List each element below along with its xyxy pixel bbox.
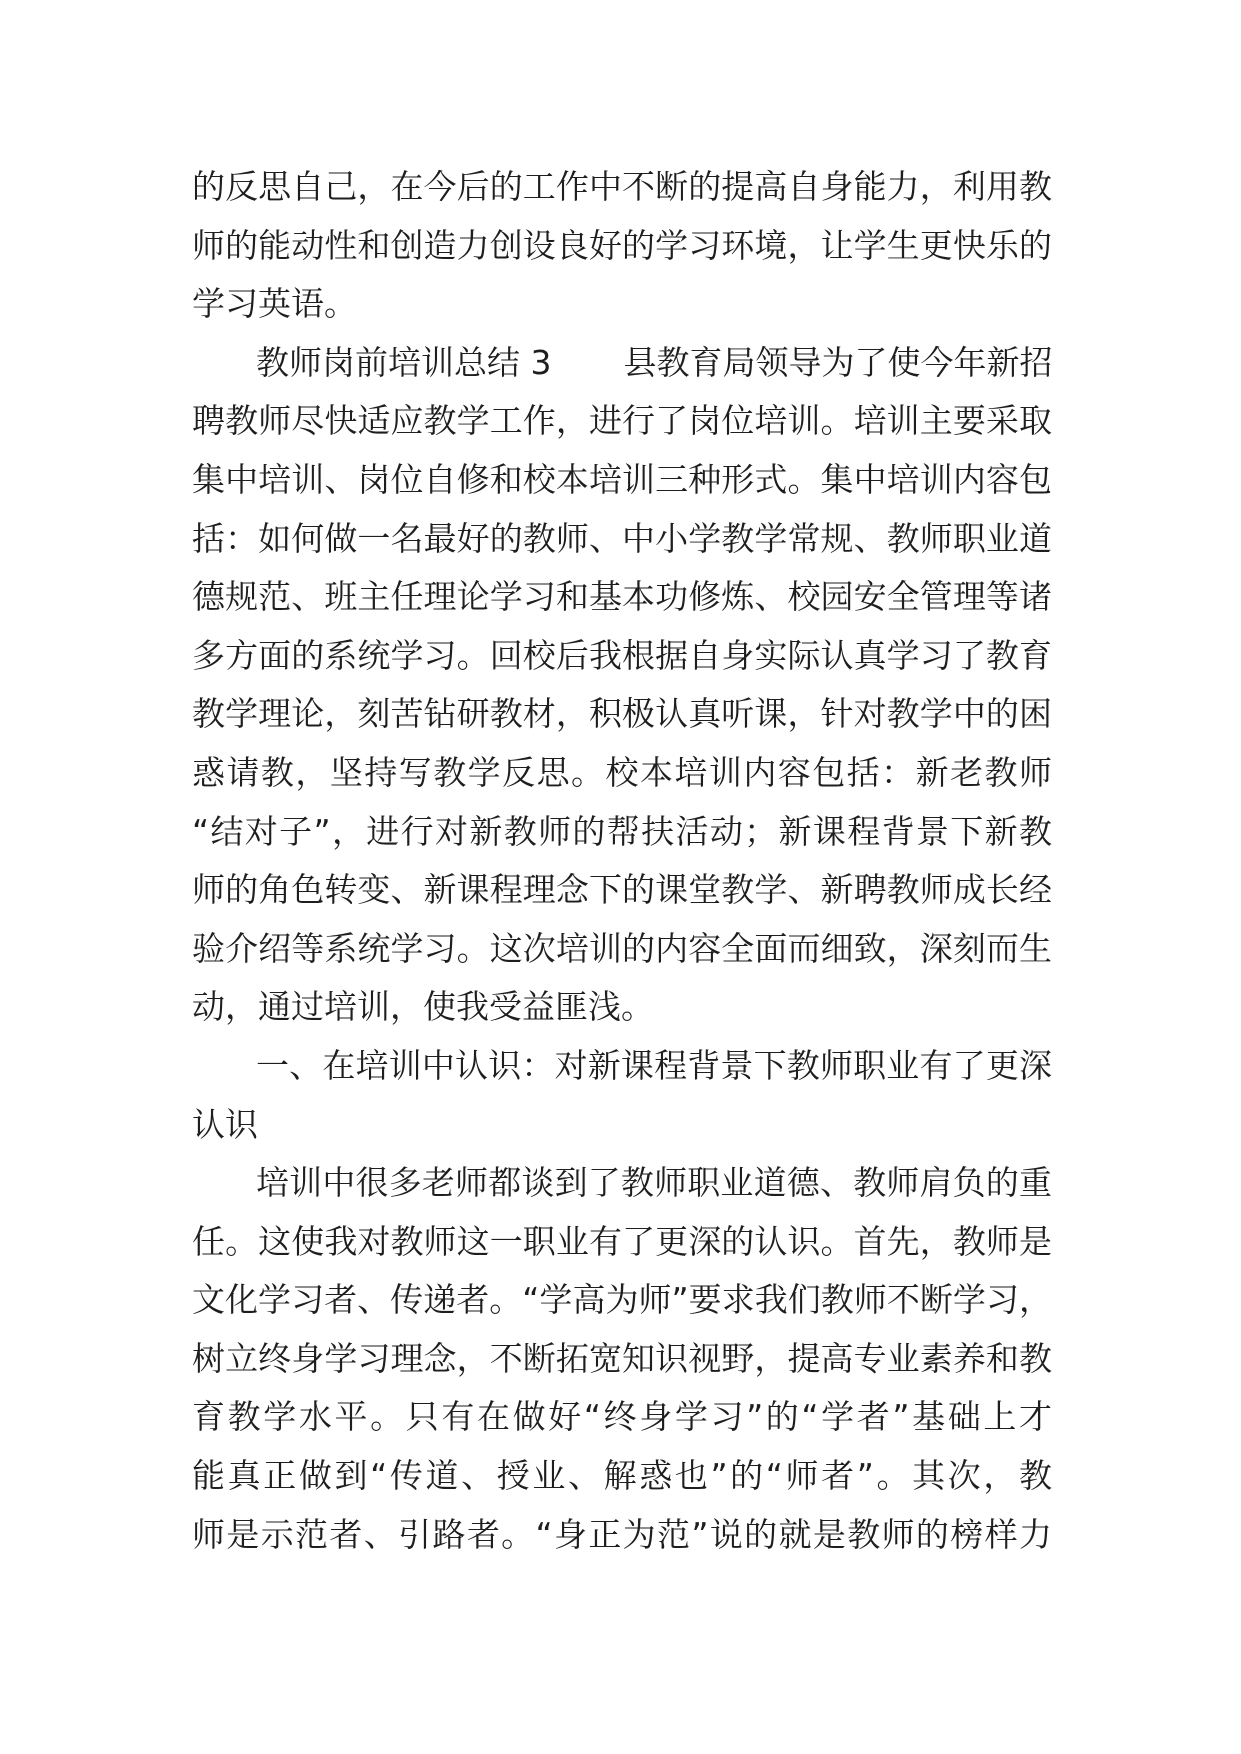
text-line: 任。这使我对教师这一职业有了更深的认识。首先，教师是: [192, 1221, 1052, 1261]
text-line: 培训中很多老师都谈到了教师职业道德、教师肩负的重: [256, 1163, 1052, 1203]
text-line: 验介绍等系统学习。这次培训的内容全面而细致，深刻而生: [192, 928, 1052, 968]
text-line: 教学理论，刻苦钻研教材，积极认真听课，针对教学中的困: [192, 694, 1052, 734]
text-line: 括：如何做一名最好的教师、中小学教学常规、教师职业道: [192, 518, 1052, 558]
text-line: 德规范、班主任理论学习和基本功修炼、校园安全管理等诸: [192, 577, 1052, 617]
text-line: 惑请教，坚持写教学反思。校本培训内容包括：新老教师: [192, 752, 1052, 792]
text-line: 能真正做到“传道、授业、解惑也”的“师者”。其次，教: [192, 1456, 1052, 1496]
text-line: 文化学习者、传递者。“学高为师”要求我们教师不断学习，: [192, 1280, 1052, 1320]
text-line: 多方面的系统学习。回校后我根据自身实际认真学习了教育: [192, 635, 1052, 675]
text-line: 动，通过培训，使我受益匪浅。: [192, 987, 654, 1027]
summary-heading: 教师岗前培训总结 3: [256, 342, 552, 382]
text-line: 师的角色转变、新课程理念下的课堂教学、新聘教师成长经: [192, 870, 1052, 910]
section-heading-line: 认识: [192, 1104, 258, 1144]
text-line: 树立终身学习理念，不断拓宽知识视野，提高专业素养和教: [192, 1338, 1052, 1378]
text-line: 师是示范者、引路者。“身正为范”说的就是教师的榜样力: [192, 1514, 1052, 1554]
summary-heading-line: [192, 334, 1052, 393]
text-run: 县教育局领导为了使今年新招: [623, 342, 1053, 382]
text-line: 聘教师尽快适应教学工作，进行了岗位培训。培训主要采取: [192, 401, 1052, 441]
text-line: 育教学水平。只有在做好“终身学习”的“学者”基础上才: [192, 1397, 1052, 1437]
text-line: 学习英语。: [192, 284, 357, 324]
text-line: 的反思自己，在今后的工作中不断的提高自身能力，利用教: [192, 167, 1052, 206]
section-heading-line: 一、在培训中认识：对新课程背景下教师职业有了更深: [256, 1045, 1052, 1085]
text-line: 集中培训、岗位自修和校本培训三种形式。集中培训内容包: [192, 459, 1052, 499]
document-body: [192, 158, 1052, 1564]
text-line: 师的能动性和创造力创设良好的学习环境，让学生更快乐的: [192, 225, 1052, 265]
text-line: “结对子”，进行对新教师的帮扶活动；新课程背景下新教: [192, 811, 1052, 851]
